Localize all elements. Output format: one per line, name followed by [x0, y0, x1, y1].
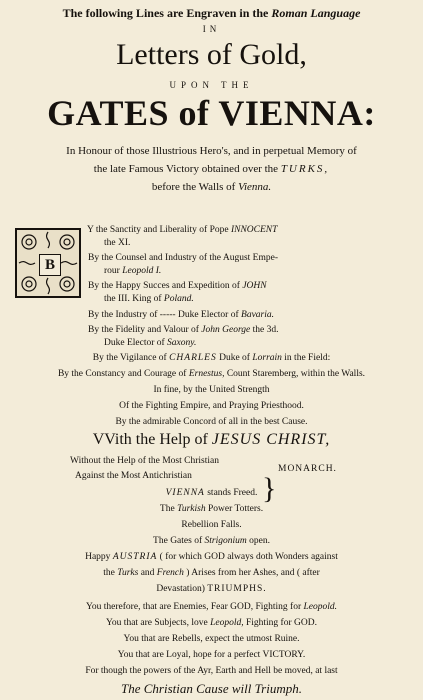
body-line-13: Against the Most Antichristian [75, 471, 192, 481]
body-line-14: VIENNA stands Freed. [165, 488, 258, 498]
subtitle-line-2 [0, 163, 423, 175]
body-line-8: In fine, by the United Strength [153, 385, 270, 395]
heading-letters-of-gold: Letters of Gold, [116, 38, 307, 71]
body-line-26: The Christian Cause will Triumph. [121, 681, 302, 696]
body-line-6: By the Vigilance of CHARLES Duke of Lorrain in the Field: [92, 353, 331, 363]
list-line-1b: the XI. [104, 238, 131, 248]
body-monarch: MONARCH. [278, 464, 337, 474]
list-line-3: By the Happy Succes and Expedition of JOHN [88, 281, 267, 291]
body-line-19: the Turks and French ) Arises from her Ashes, and ( after [103, 568, 320, 578]
body-line-25: For though the powers of the Ayr, Earth and Hell be moved, at last [85, 666, 338, 676]
body-line-16: Rebellion Falls. [181, 520, 242, 530]
subtitle-turks: TURKS, [280, 163, 330, 175]
subtitle-text: the late Famous Victory obtained over the [93, 163, 279, 175]
list-line-4: By the Industry of ----- Duke Elector of Bavaria. [88, 310, 274, 320]
heading-gates-of-vienna [0, 92, 423, 134]
list-line-3b: the III. King of Poland. [104, 294, 194, 304]
body-line-15: The Turkish Power Totters. [159, 504, 264, 514]
subtitle-line-1: In Honour of those Illustrious Hero's, and in perpetual Memory of [66, 145, 357, 157]
dropcap-letter: B [39, 254, 61, 276]
body-line-7: By the Constancy and Courage of Ernestus, Count Staremberg, within the Walls. [57, 369, 366, 379]
body-line-18: Happy AUSTRIA ( for which GOD always doth Wonders against [85, 552, 338, 562]
body-line-11: VVith the Help of JESUS CHRIST, [92, 431, 331, 448]
body-line-9: Of the Fighting Empire, and Praying Priesthood. [119, 401, 304, 411]
heading-in: IN [202, 24, 221, 34]
body-line-24: You that are Loyal, hope for a perfect VICTORY. [117, 650, 306, 660]
list-line-2: By the Counsel and Industry of the August Empe- [88, 253, 278, 263]
heading-text: The following Lines are Engraven in the [62, 6, 269, 20]
subtitle-vienna: Vienna. [238, 181, 272, 193]
heading-italic: Roman Language [271, 6, 361, 20]
list-line-5: By the Fidelity and Valour of John George the 3d. [88, 325, 279, 335]
vienna-text: VIENNA: [218, 93, 376, 133]
list-line-5b: Duke Elector of Saxony. [104, 338, 197, 348]
heading-upon-the: UPON THE [169, 80, 254, 90]
gates-text: GATES of [47, 93, 210, 133]
list-line-1: Y the Sanctity and Liberality of Pope INNOCENT [87, 225, 278, 235]
body-line-10: By the admirable Concord of all in the best Cause. [115, 417, 308, 427]
list-line-2b: rour Leopold I. [104, 266, 162, 276]
brace-mark: } [262, 472, 277, 505]
subtitle-line-3 [0, 181, 423, 193]
body-line-23: You that are Rebells, expect the utmost Ruine. [123, 634, 300, 644]
body-line-22: You that are Subjects, love Leopold, Fighting for GOD. [106, 618, 317, 628]
body-line-21: You therefore, that are Enemies, Fear GOD, Fighting for Leopold. [86, 602, 337, 612]
dropcap-ornament [15, 228, 81, 298]
subtitle-text: before the Walls of [151, 181, 236, 193]
heading-line-1 [0, 6, 423, 21]
body-line-12: Without the Help of the Most Christian [70, 456, 219, 466]
body-line-17: The Gates of Strigonium open. [153, 536, 270, 546]
body-line-20: Devastation) TRIUMPHS. [156, 584, 267, 594]
